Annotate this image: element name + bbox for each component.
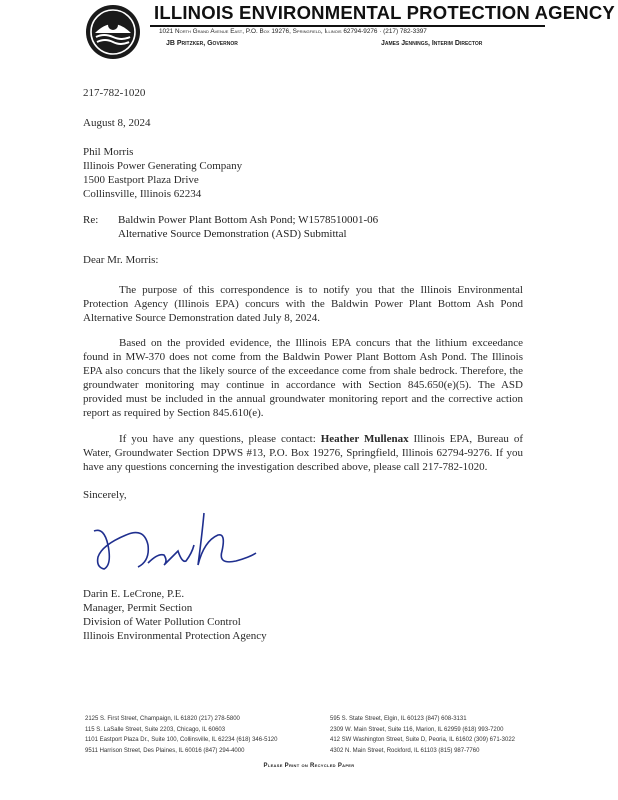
paragraph-3-text: If you have any questions, please contact: — [119, 433, 321, 445]
agency-address: 1021 North Grand Avenue East, P.O. Box 19276, Springfield, Illinois 62794-9276 · (217) 782-3397 — [159, 28, 427, 35]
footer-office: 4302 N. Main Street, Rockford, IL 61103 (815) 987-7760 — [330, 747, 480, 754]
reference-phone: 217-782-1020 — [83, 87, 146, 99]
recipient-city: Collinsville, Illinois 62234 — [83, 188, 202, 200]
re-subject — [118, 213, 378, 241]
recipient-street: 1500 Eastport Plaza Drive — [83, 174, 199, 186]
paragraph-1-text: The purpose of this correspondence is to notify you that the Illinois Environmental Protection Agency (Illinois EPA) concurs with the Baldwin Power Plant Bottom Ash Pond Alternative Source Demonstration dated July 8, 2024. — [83, 284, 523, 324]
agency-name: ILLINOIS ENVIRONMENTAL PROTECTION AGENCY — [154, 2, 615, 23]
footer-offices-right — [330, 714, 515, 756]
re-label: Re: — [83, 214, 99, 226]
footer-office: 1101 Eastport Plaza Dr., Suite 100, Collinsville, IL 62234 (618) 346-5120 — [85, 737, 278, 743]
agency-seal-logo — [84, 3, 142, 61]
footer-offices-left — [85, 714, 277, 756]
paragraph-2 — [83, 336, 523, 420]
recipient-company: Illinois Power Generating Company — [83, 160, 243, 172]
paragraph-2-text: Based on the provided evidence, the Illinois EPA concurs that the lithium exceedance found in MW-370 does not come from the Baldwin Power Plant Bottom Ash Pond. The Illinois EPA also concurs that the likely source of the exceedance come from shale bedrock. Therefore, the groundwater monitoring may continue in accordance with Section 845.650(e)(5). The ASD provided must be included in the annual groundwater monitoring report and the corrective action report as required by Section 845.610(e). — [83, 337, 523, 419]
contact-name: Heather Mullenax — [320, 433, 409, 445]
footer-office: 2309 W. Main Street, Suite 116, Marion, IL 62959 (618) 993-7200 — [330, 726, 504, 733]
paragraph-3-text-cont: Illinois EPA, Bureau of Water, Groundwater Section DPWS #13, P.O. Box 19276, Springfield, Illinois 62794-9276. If you have any questions concerning the investigation described above, please call 217-782-1020. — [83, 433, 523, 473]
paragraph-3 — [83, 432, 523, 474]
signer-name: Darin E. LeCrone, P.E. — [83, 588, 185, 600]
re-subject-line: Baldwin Power Plant Bottom Ash Pond; W1578510001-06 — [118, 214, 379, 226]
re-subject-line: Alternative Source Demonstration (ASD) Submittal — [118, 228, 347, 240]
governor-name: JB Pritzker, Governor — [166, 40, 238, 47]
salutation: Dear Mr. Morris: — [83, 254, 159, 266]
footer-office: 412 SW Washington Street, Suite D, Peoria, IL 61602 (309) 671-3022 — [330, 737, 515, 743]
recipient-name: Phil Morris — [83, 146, 134, 158]
footer-office: 2125 S. First Street, Champaign, IL 61820 (217) 278-5800 — [85, 716, 240, 722]
header-divider — [150, 25, 545, 27]
handwritten-signature — [86, 505, 276, 585]
footer-office: 115 S. LaSalle Street, Suite 2203, Chicago, IL 60603 — [85, 726, 226, 733]
footer-office: 595 S. State Street, Elgin, IL 60123 (847) 608-3131 — [330, 716, 467, 722]
recycled-paper-note: Please Print on Recycled Paper — [263, 763, 355, 769]
letter-date: August 8, 2024 — [83, 117, 151, 129]
signer-division: Division of Water Pollution Control — [83, 616, 241, 628]
closing: Sincerely, — [83, 489, 127, 501]
director-name: James Jennings, Interim Director — [381, 40, 483, 47]
signer-title: Manager, Permit Section — [83, 602, 193, 614]
paragraph-1 — [83, 283, 523, 325]
footer-office: 9511 Harrison Street, Des Plaines, IL 60016 (847) 294-4000 — [85, 747, 245, 754]
signer-agency: Illinois Environmental Protection Agency — [83, 630, 267, 642]
